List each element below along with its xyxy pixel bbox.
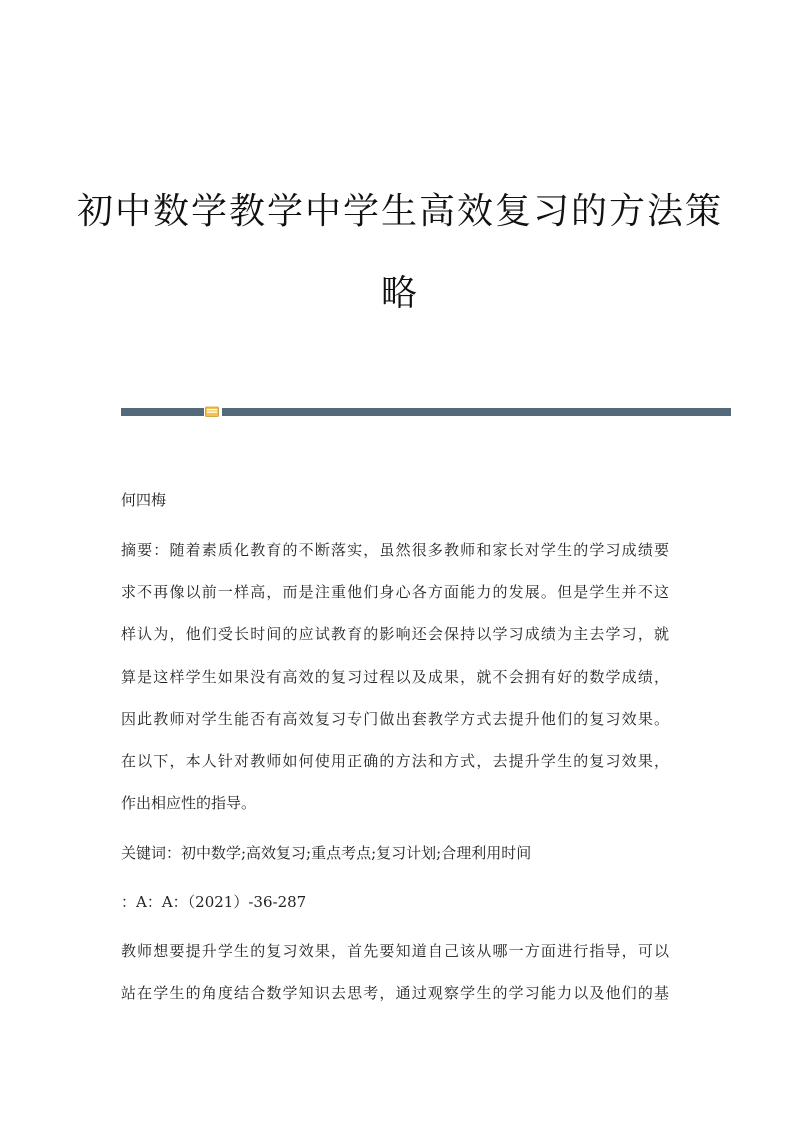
abstract-line-6: 在以下，本人针对教师如何使用正确的方法和方式，去提升学生的复习效果， (121, 752, 669, 770)
abstract-line-7: 作出相应性的指导。 (121, 794, 257, 812)
body-line-2: 站在学生的角度结合数学知识去思考，通过观察学生的学习能力以及他们的基 (121, 984, 669, 1002)
body-line-1: 教师想要提升学生的复习效果，首先要知道自己该从哪一方面进行指导，可以 (121, 942, 669, 960)
abstract-line-4: 算是这样学生如果没有高效的复习过程以及成果，就不会拥有好的数学成绩， (121, 668, 669, 686)
abstract-line-3: 样认为，他们受长时间的应试教育的影响还会保持以学习成绩为主去学习，就 (121, 625, 669, 643)
document-title-line-2: 略 (380, 273, 419, 314)
title-divider-left (121, 408, 204, 416)
document-title-line-1: 初中数学教学中学生高效复习的方法策 (76, 191, 723, 232)
author-name: 何四梅 (121, 491, 167, 509)
abstract-line-5: 因此教师对学生能否有高效复习专门做出套教学方式去提升他们的复习效果。 (121, 710, 669, 728)
classification-code: ：A：A：（2021）-36-287 (121, 893, 307, 911)
keywords: 关键词：初中数学;高效复习;重点考点;复习计划;合理利用时间 (121, 844, 532, 862)
abstract-line-1: 摘要：随着素质化教育的不断落实，虽然很多教师和家长对学生的学习成绩要 (121, 541, 669, 559)
title-divider-right (222, 408, 731, 416)
abstract-line-2: 求不再像以前一样高，而是注重他们身心各方面能力的发展。但是学生并不这 (121, 583, 669, 601)
folder-icon (205, 406, 219, 417)
